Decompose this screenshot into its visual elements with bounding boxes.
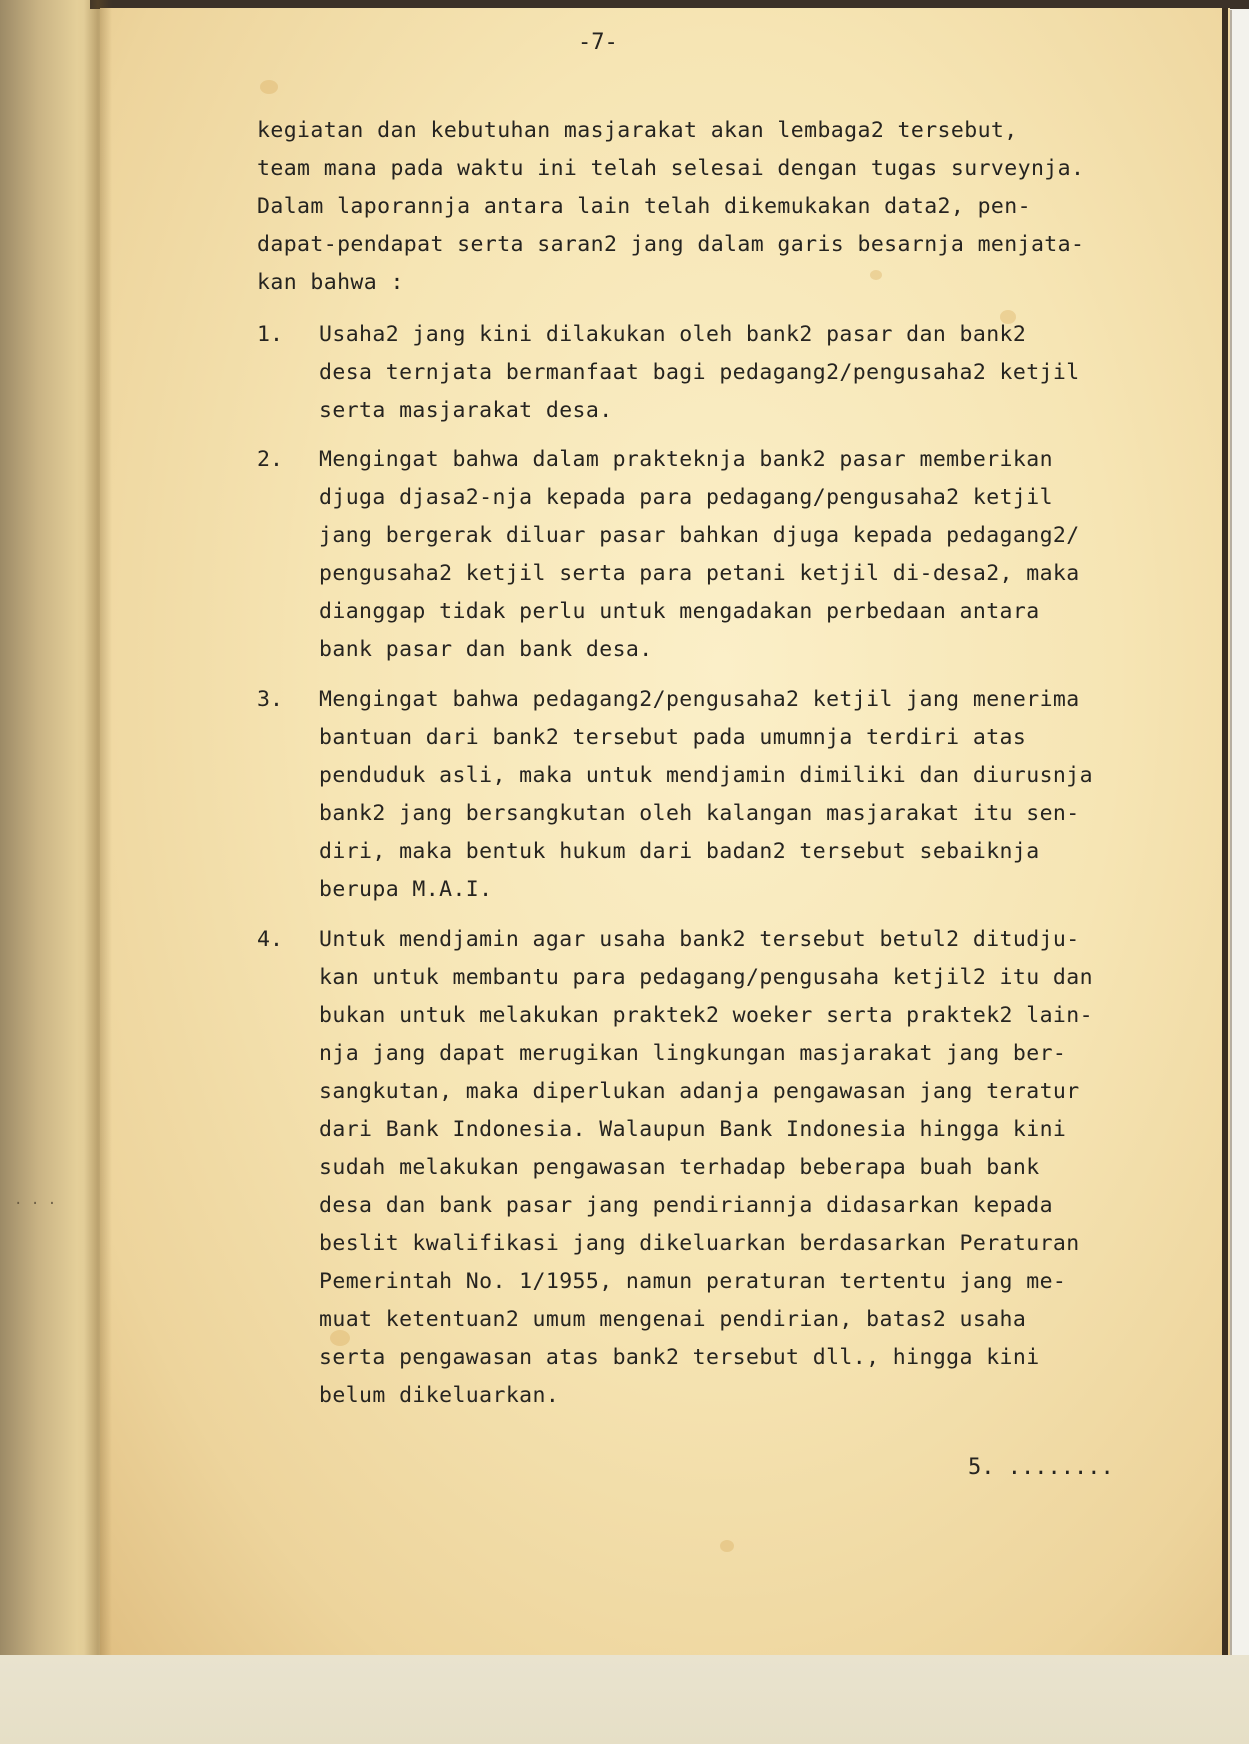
page-right-edge (1222, 8, 1228, 1658)
text-line: belum dikeluarkan. (319, 1383, 560, 1408)
text-line: bank pasar dan bank desa. (319, 637, 653, 662)
list-item-number: 3. (257, 687, 283, 712)
text-line: muat ketentuan2 umum mengenai pendirian, batas2 usaha (319, 1307, 1027, 1332)
page-number: -7- (578, 30, 618, 55)
text-line: dianggap tidak perlu untuk mengadakan perbedaan antara (319, 599, 1040, 624)
edge-marks: · · · (14, 1196, 57, 1212)
text-line: pengusaha2 ketjil serta para petani ketjil di-desa2, maka (319, 561, 1080, 586)
list-item-number: 4. (257, 927, 283, 952)
text-line: Untuk mendjamin agar usaha bank2 tersebut betul2 ditudju- (319, 927, 1080, 952)
gutter-shadow (84, 0, 112, 1660)
text-line: desa dan bank pasar jang pendiriannja didasarkan kepada (319, 1193, 1053, 1218)
text-line: dapat-pendapat serta saran2 jang dalam garis besarnja menjata- (257, 232, 1085, 257)
text-line: penduduk asli, maka untuk mendjamin dimiliki dan diurusnja (319, 763, 1093, 788)
text-line: team mana pada waktu ini telah selesai dengan tugas surveynja. (257, 156, 1085, 181)
scanner-bed (0, 1655, 1249, 1744)
list-item-number: 2. (257, 447, 283, 472)
text-line: djuga djasa2-nja kepada para pedagang/pengusaha2 ketjil (319, 485, 1053, 510)
text-line: sudah melakukan pengawasan terhadap beberapa buah bank (319, 1155, 1040, 1180)
text-line: kan untuk membantu para pedagang/pengusaha ketjil2 itu dan (319, 965, 1093, 990)
foxing-spot (870, 270, 882, 280)
foxing-spot (260, 80, 278, 94)
text-line: Pemerintah No. 1/1955, namun peraturan tertentu jang me- (319, 1269, 1067, 1294)
continuation-marker: 5. ........ (968, 1455, 1114, 1480)
text-line: berupa M.A.I. (319, 877, 493, 902)
text-line: bantuan dari bank2 tersebut pada umumnja terdiri atas (319, 725, 1027, 750)
text-line: jang bergerak diluar pasar bahkan djuga kepada pedagang2/ (319, 523, 1080, 548)
text-line: bukan untuk melakukan praktek2 woeker serta praktek2 lain- (319, 1003, 1093, 1028)
text-line: Mengingat bahwa dalam prakteknja bank2 pasar memberikan (319, 447, 1053, 472)
text-line: kegiatan dan kebutuhan masjarakat akan lembaga2 tersebut, (257, 118, 1018, 143)
text-line: nja jang dapat merugikan lingkungan masjarakat jang ber- (319, 1041, 1067, 1066)
text-line: Dalam laporannja antara lain telah dikemukakan data2, pen- (257, 194, 1031, 219)
text-line: serta pengawasan atas bank2 tersebut dll., hingga kini (319, 1345, 1040, 1370)
text-line: sangkutan, maka diperlukan adanja pengawasan jang teratur (319, 1079, 1080, 1104)
text-line: kan bahwa : (257, 270, 404, 295)
text-line: serta masjarakat desa. (319, 398, 613, 423)
text-line: bank2 jang bersangkutan oleh kalangan masjarakat itu sen- (319, 801, 1080, 826)
text-line: desa ternjata bermanfaat bagi pedagang2/pengusaha2 ketjil (319, 360, 1080, 385)
text-line: diri, maka bentuk hukum dari badan2 tersebut sebaiknja (319, 839, 1040, 864)
foxing-spot (720, 1540, 734, 1552)
list-item-number: 1. (257, 322, 283, 347)
text-line: Usaha2 jang kini dilakukan oleh bank2 pasar dan bank2 (319, 322, 1027, 347)
text-line: beslit kwalifikasi jang dikeluarkan berdasarkan Peraturan (319, 1231, 1080, 1256)
text-line: dari Bank Indonesia. Walaupun Bank Indonesia hingga kini (319, 1117, 1067, 1142)
text-line: Mengingat bahwa pedagang2/pengusaha2 ketjil jang menerima (319, 687, 1080, 712)
